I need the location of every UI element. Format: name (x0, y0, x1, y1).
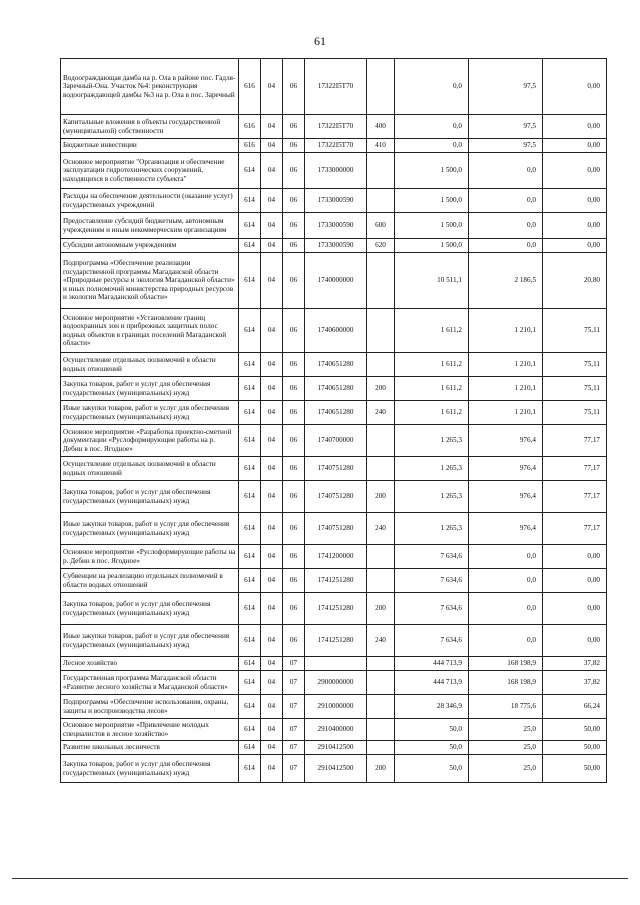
row-planned-amount: 1 500,0 (395, 213, 469, 239)
row-section-code: 04 (261, 593, 283, 625)
row-ved-code: 614 (239, 569, 261, 593)
row-ved-code: 614 (239, 755, 261, 783)
table-row (61, 59, 607, 115)
row-actual-amount: 1 210,1 (469, 377, 543, 401)
row-target-code (305, 657, 367, 671)
row-percent: 0,00 (543, 139, 607, 153)
row-ved-code: 614 (239, 741, 261, 755)
row-ved-code: 614 (239, 377, 261, 401)
row-actual-amount: 0,0 (469, 153, 543, 189)
row-name: Субсидии автономным учреждениям (61, 239, 239, 253)
row-target-code: 1740651280 (305, 353, 367, 377)
row-ved-code: 616 (239, 115, 261, 139)
table-row (61, 457, 607, 481)
row-subsection-code: 06 (283, 545, 305, 569)
row-planned-amount: 1 500,0 (395, 189, 469, 213)
row-subsection-code: 06 (283, 377, 305, 401)
row-section-code: 04 (261, 481, 283, 513)
table-row (61, 671, 607, 695)
row-planned-amount: 7 634,6 (395, 625, 469, 657)
row-actual-amount: 1 210,1 (469, 401, 543, 425)
row-subsection-code: 06 (283, 139, 305, 153)
row-name: Водоограждающая дамба на р. Ола в районе пос. Гадля-Заречный-Она. Участок №4: реконструкция водоограждающей дамбы №3 на р. Ола в пос. Заречный (61, 59, 239, 115)
row-subsection-code: 06 (283, 353, 305, 377)
row-expense-type-code: 410 (367, 139, 395, 153)
row-subsection-code: 06 (283, 425, 305, 457)
row-expense-type-code (367, 741, 395, 755)
row-subsection-code: 07 (283, 695, 305, 719)
row-target-code: 1733000590 (305, 189, 367, 213)
row-subsection-code: 06 (283, 513, 305, 545)
row-target-code: 1741251280 (305, 593, 367, 625)
row-percent: 77,17 (543, 513, 607, 545)
row-target-code: 1740751280 (305, 513, 367, 545)
row-ved-code: 616 (239, 59, 261, 115)
row-expense-type-code (367, 671, 395, 695)
row-percent: 37,82 (543, 671, 607, 695)
row-actual-amount: 0,0 (469, 569, 543, 593)
row-percent: 77,17 (543, 457, 607, 481)
row-target-code: 1740700000 (305, 425, 367, 457)
row-name: Иные закупки товаров, работ и услуг для обеспечения государственных (муниципальных) нужд (61, 401, 239, 425)
row-name: Осуществление отдельных полномочий в области водных отношений (61, 353, 239, 377)
row-section-code: 04 (261, 377, 283, 401)
table-row (61, 695, 607, 719)
table-row (61, 153, 607, 189)
row-target-code: 2910412500 (305, 741, 367, 755)
row-percent: 20,80 (543, 253, 607, 309)
row-subsection-code: 06 (283, 625, 305, 657)
row-expense-type-code (367, 153, 395, 189)
row-actual-amount: 97,5 (469, 115, 543, 139)
row-target-code: 17322I5T70 (305, 115, 367, 139)
page-bottom-rule (12, 878, 628, 879)
row-ved-code: 614 (239, 671, 261, 695)
row-percent: 77,17 (543, 425, 607, 457)
row-ved-code: 614 (239, 309, 261, 353)
row-percent: 0,00 (543, 115, 607, 139)
row-subsection-code: 07 (283, 755, 305, 783)
row-planned-amount: 1 265,3 (395, 457, 469, 481)
row-percent: 37,82 (543, 657, 607, 671)
row-ved-code: 614 (239, 593, 261, 625)
table-row (61, 189, 607, 213)
row-expense-type-code: 240 (367, 401, 395, 425)
table-row (61, 401, 607, 425)
table-row (61, 253, 607, 309)
row-section-code: 04 (261, 253, 283, 309)
row-actual-amount: 976,4 (469, 457, 543, 481)
row-name: Государственная программа Магаданской области «Развитие лесного хозяйства в Магаданской области» (61, 671, 239, 695)
row-section-code: 04 (261, 309, 283, 353)
table-row (61, 481, 607, 513)
row-actual-amount: 0,0 (469, 189, 543, 213)
table-row (61, 513, 607, 545)
row-percent: 50,00 (543, 755, 607, 783)
row-name: Основное мероприятие «Руслоформирующие работы на р. Дебин в пос. Ягодное» (61, 545, 239, 569)
row-target-code: 1741251280 (305, 625, 367, 657)
row-ved-code: 614 (239, 253, 261, 309)
table-row (61, 213, 607, 239)
row-actual-amount: 97,5 (469, 139, 543, 153)
row-name: Осуществление отдельных полномочий в области водных отношений (61, 457, 239, 481)
row-name: Иные закупки товаров, работ и услуг для обеспечения государственных (муниципальных) нужд (61, 513, 239, 545)
row-planned-amount: 7 634,6 (395, 545, 469, 569)
row-actual-amount: 25,0 (469, 719, 543, 741)
row-ved-code: 614 (239, 545, 261, 569)
row-ved-code: 614 (239, 457, 261, 481)
row-planned-amount: 1 611,2 (395, 309, 469, 353)
row-ved-code: 614 (239, 513, 261, 545)
row-expense-type-code (367, 695, 395, 719)
row-target-code: 17322I5T70 (305, 59, 367, 115)
row-ved-code: 614 (239, 189, 261, 213)
table-row (61, 353, 607, 377)
row-expense-type-code: 200 (367, 377, 395, 401)
row-actual-amount: 976,4 (469, 513, 543, 545)
row-section-code: 04 (261, 545, 283, 569)
row-name: Расходы на обеспечение деятельности (оказание услуг) государственных учреждений (61, 189, 239, 213)
row-planned-amount: 50,0 (395, 755, 469, 783)
row-actual-amount: 1 210,1 (469, 309, 543, 353)
table-row (61, 625, 607, 657)
row-name: Основное мероприятие «Установление границ водоохранных зон и прибрежных защитных полос водных объектов в границах поселений Магаданской области» (61, 309, 239, 353)
row-planned-amount: 444 713,9 (395, 671, 469, 695)
row-actual-amount: 168 198,9 (469, 671, 543, 695)
row-section-code: 04 (261, 189, 283, 213)
table-row (61, 545, 607, 569)
table-row (61, 115, 607, 139)
row-percent: 75,11 (543, 353, 607, 377)
row-planned-amount: 7 634,6 (395, 569, 469, 593)
row-target-code: 2900000000 (305, 671, 367, 695)
row-target-code: 2910000000 (305, 695, 367, 719)
row-name: Закупка товаров, работ и услуг для обеспечения государственных (муниципальных) нужд (61, 755, 239, 783)
row-expense-type-code: 240 (367, 513, 395, 545)
row-actual-amount: 2 186,5 (469, 253, 543, 309)
row-name: Бюджетные инвестиции (61, 139, 239, 153)
row-planned-amount: 1 265,3 (395, 425, 469, 457)
row-expense-type-code: 200 (367, 755, 395, 783)
row-percent: 50,00 (543, 741, 607, 755)
row-percent: 0,00 (543, 189, 607, 213)
row-actual-amount: 1 210,1 (469, 353, 543, 377)
row-target-code: 1741200000 (305, 545, 367, 569)
row-section-code: 04 (261, 457, 283, 481)
row-subsection-code: 06 (283, 189, 305, 213)
row-subsection-code: 06 (283, 309, 305, 353)
row-actual-amount: 97,5 (469, 59, 543, 115)
row-percent: 0,00 (543, 545, 607, 569)
row-actual-amount: 0,0 (469, 593, 543, 625)
row-subsection-code: 06 (283, 457, 305, 481)
row-percent: 0,00 (543, 593, 607, 625)
row-target-code: 2910400000 (305, 719, 367, 741)
row-ved-code: 614 (239, 425, 261, 457)
row-name: Подпрограмма «Обеспечение использования, охраны, защиты и воспроизводства лесов» (61, 695, 239, 719)
row-planned-amount: 7 634,6 (395, 593, 469, 625)
row-planned-amount: 0,0 (395, 59, 469, 115)
row-section-code: 04 (261, 755, 283, 783)
row-ved-code: 614 (239, 401, 261, 425)
row-actual-amount: 976,4 (469, 481, 543, 513)
row-planned-amount: 50,0 (395, 719, 469, 741)
row-percent: 0,00 (543, 59, 607, 115)
row-section-code: 04 (261, 671, 283, 695)
table-row (61, 377, 607, 401)
row-subsection-code: 06 (283, 401, 305, 425)
row-section-code: 04 (261, 401, 283, 425)
row-percent: 75,11 (543, 309, 607, 353)
row-ved-code: 614 (239, 657, 261, 671)
row-section-code: 04 (261, 625, 283, 657)
row-expense-type-code: 600 (367, 213, 395, 239)
row-ved-code: 614 (239, 719, 261, 741)
row-name: Лесное хозяйство (61, 657, 239, 671)
table-row (61, 239, 607, 253)
row-target-code: 2910412500 (305, 755, 367, 783)
row-planned-amount: 50,0 (395, 741, 469, 755)
row-subsection-code: 07 (283, 671, 305, 695)
table-row (61, 741, 607, 755)
row-target-code: 1740651280 (305, 401, 367, 425)
row-section-code: 04 (261, 741, 283, 755)
row-actual-amount: 168 198,9 (469, 657, 543, 671)
row-planned-amount: 1 265,3 (395, 513, 469, 545)
row-subsection-code: 06 (283, 569, 305, 593)
table-row (61, 593, 607, 625)
table-row (61, 569, 607, 593)
row-target-code: 1740751280 (305, 457, 367, 481)
row-name: Иные закупки товаров, работ и услуг для обеспечения государственных (муниципальных) нужд (61, 625, 239, 657)
row-expense-type-code (367, 545, 395, 569)
row-section-code: 04 (261, 657, 283, 671)
row-planned-amount: 1 265,3 (395, 481, 469, 513)
row-expense-type-code: 620 (367, 239, 395, 253)
row-expense-type-code: 200 (367, 481, 395, 513)
row-planned-amount: 1 500,0 (395, 239, 469, 253)
row-section-code: 04 (261, 213, 283, 239)
row-expense-type-code (367, 569, 395, 593)
row-name: Развитие школьных лесничеств (61, 741, 239, 755)
row-subsection-code: 07 (283, 741, 305, 755)
row-percent: 0,00 (543, 153, 607, 189)
page-number: 61 (314, 34, 326, 48)
row-target-code: 1740600000 (305, 309, 367, 353)
row-ved-code: 614 (239, 625, 261, 657)
row-name: Основное мероприятие «Разработка проектно-сметной документации «Руслоформирующие работы на р. Дебин в пос. Ягодное» (61, 425, 239, 457)
row-planned-amount: 28 346,9 (395, 695, 469, 719)
row-section-code: 04 (261, 115, 283, 139)
row-percent: 75,11 (543, 377, 607, 401)
row-target-code: 1733000590 (305, 213, 367, 239)
row-actual-amount: 25,0 (469, 741, 543, 755)
row-section-code: 04 (261, 513, 283, 545)
table-row (61, 657, 607, 671)
row-planned-amount: 1 611,2 (395, 401, 469, 425)
row-section-code: 04 (261, 59, 283, 115)
row-target-code: 1733000590 (305, 239, 367, 253)
row-expense-type-code (367, 719, 395, 741)
row-planned-amount: 1 500,0 (395, 153, 469, 189)
row-section-code: 04 (261, 153, 283, 189)
row-subsection-code: 06 (283, 59, 305, 115)
budget-table (60, 58, 607, 783)
row-percent: 66,24 (543, 695, 607, 719)
row-target-code: 1740000000 (305, 253, 367, 309)
table-row (61, 755, 607, 783)
row-target-code: 1733000000 (305, 153, 367, 189)
row-ved-code: 614 (239, 239, 261, 253)
row-planned-amount: 444 713,9 (395, 657, 469, 671)
table-row (61, 309, 607, 353)
row-name: Закупка товаров, работ и услуг для обеспечения государственных (муниципальных) нужд (61, 377, 239, 401)
row-actual-amount: 18 775,6 (469, 695, 543, 719)
row-planned-amount: 10 511,1 (395, 253, 469, 309)
row-expense-type-code: 200 (367, 593, 395, 625)
row-actual-amount: 0,0 (469, 545, 543, 569)
row-subsection-code: 07 (283, 719, 305, 741)
row-name: Основное мероприятие «Привлечение молодых специалистов в лесное хозяйство» (61, 719, 239, 741)
row-expense-type-code (367, 353, 395, 377)
row-subsection-code: 06 (283, 593, 305, 625)
row-name: Основное мероприятие "Организация и обеспечение эксплуатации гидротехнических сооружений, находящихся в собственности субъекта" (61, 153, 239, 189)
row-name: Капитальные вложения в объекты государственной (муниципальной) собственности (61, 115, 239, 139)
row-section-code: 04 (261, 425, 283, 457)
row-percent: 0,00 (543, 239, 607, 253)
row-name: Закупка товаров, работ и услуг для обеспечения государственных (муниципальных) нужд (61, 481, 239, 513)
row-ved-code: 614 (239, 353, 261, 377)
table-row (61, 719, 607, 741)
row-expense-type-code: 400 (367, 115, 395, 139)
row-percent: 0,00 (543, 213, 607, 239)
row-section-code: 04 (261, 139, 283, 153)
row-percent: 50,00 (543, 719, 607, 741)
row-expense-type-code (367, 253, 395, 309)
row-target-code: 17322I5T70 (305, 139, 367, 153)
row-planned-amount: 0,0 (395, 115, 469, 139)
table-row (61, 425, 607, 457)
table-row (61, 139, 607, 153)
row-expense-type-code (367, 657, 395, 671)
row-percent: 75,11 (543, 401, 607, 425)
row-target-code: 1741251280 (305, 569, 367, 593)
row-section-code: 04 (261, 353, 283, 377)
row-subsection-code: 06 (283, 481, 305, 513)
row-name: Закупка товаров, работ и услуг для обеспечения государственных (муниципальных) нужд (61, 593, 239, 625)
row-section-code: 04 (261, 695, 283, 719)
row-ved-code: 614 (239, 153, 261, 189)
row-planned-amount: 1 611,2 (395, 353, 469, 377)
row-expense-type-code: 240 (367, 625, 395, 657)
row-ved-code: 614 (239, 481, 261, 513)
row-subsection-code: 07 (283, 657, 305, 671)
row-percent: 0,00 (543, 569, 607, 593)
row-subsection-code: 06 (283, 213, 305, 239)
row-planned-amount: 0,0 (395, 139, 469, 153)
row-actual-amount: 0,0 (469, 213, 543, 239)
row-subsection-code: 06 (283, 115, 305, 139)
row-section-code: 04 (261, 719, 283, 741)
row-ved-code: 614 (239, 213, 261, 239)
row-expense-type-code (367, 309, 395, 353)
row-ved-code: 616 (239, 139, 261, 153)
row-expense-type-code (367, 189, 395, 213)
row-expense-type-code (367, 457, 395, 481)
row-section-code: 04 (261, 239, 283, 253)
row-actual-amount: 976,4 (469, 425, 543, 457)
row-name: Подпрограмма «Обеспечение реализации государственной программы Магаданской области «Природные ресурсы и экология Магаданской области» и иных полномочий министерства природных ресурсов и экологии Магаданской области» (61, 253, 239, 309)
row-percent: 77,17 (543, 481, 607, 513)
row-ved-code: 614 (239, 695, 261, 719)
row-target-code: 1740751280 (305, 481, 367, 513)
row-actual-amount: 0,0 (469, 239, 543, 253)
row-name: Предоставление субсидий бюджетным, автономным учреждениям и иным некоммерческим организациям (61, 213, 239, 239)
row-expense-type-code (367, 59, 395, 115)
row-planned-amount: 1 611,2 (395, 377, 469, 401)
row-subsection-code: 06 (283, 153, 305, 189)
row-subsection-code: 06 (283, 239, 305, 253)
row-target-code: 1740651280 (305, 377, 367, 401)
row-section-code: 04 (261, 569, 283, 593)
row-expense-type-code (367, 425, 395, 457)
row-actual-amount: 25,0 (469, 755, 543, 783)
row-name: Субвенции на реализацию отдельных полномочий в области водных отношений (61, 569, 239, 593)
row-percent: 0,00 (543, 625, 607, 657)
row-subsection-code: 06 (283, 253, 305, 309)
row-actual-amount: 0,0 (469, 625, 543, 657)
